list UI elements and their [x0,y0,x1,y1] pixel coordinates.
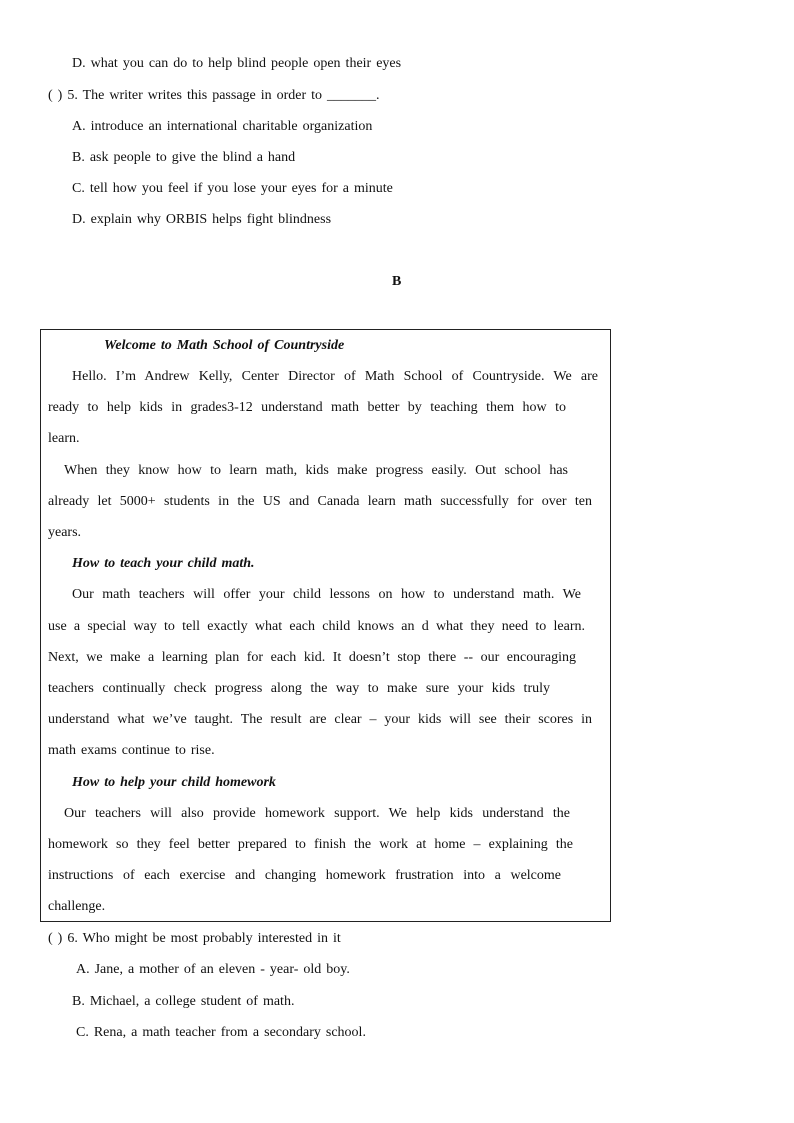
q5-option-a: A. introduce an international charitable organization [72,119,373,134]
passage-title: Welcome to Math School of Countryside [104,338,345,353]
passage-p2-line3: years. [48,525,82,540]
q5-stem: ( ) 5. The writer writes this passage in order to _______. [48,88,380,103]
q4-option-d: D. what you can do to help blind people open their eyes [72,56,402,71]
passage-subhead-homework: How to help your child homework [72,775,276,790]
q5-option-d: D. explain why ORBIS helps fight blindness [72,212,332,227]
passage-p2-line1: When they know how to learn math, kids make progress easily. Out school has [64,463,568,478]
passage-p3-line1: Our math teachers will offer your child lessons on how to understand math. We [72,587,581,602]
passage-p4-line2: homework so they feel better prepared to finish the work at home – explaining the [48,837,573,852]
passage-p1-line1: Hello. I’m Andrew Kelly, Center Director of Math School of Countryside. We are [72,369,598,384]
q5-option-b: B. ask people to give the blind a hand [72,150,296,165]
q6-stem: ( ) 6. Who might be most probably interested in it [48,931,341,946]
passage-p3-line2: use a special way to tell exactly what each child knows an d what they need to learn. [48,619,585,634]
passage-p1-line2: ready to help kids in grades3-12 understand math better by teaching them how to [48,400,566,415]
passage-p1-line3: learn. [48,431,80,446]
passage-p4-line1: Our teachers will also provide homework support. We help kids understand the [64,806,570,821]
passage-p4-line4: challenge. [48,899,106,914]
passage-p4-line3: instructions of each exercise and changing homework frustration into a welcome [48,868,561,883]
passage-p3-line6: math exams continue to rise. [48,743,215,758]
passage-p2-line2: already let 5000+ students in the US and Canada learn math successfully for over ten [48,494,592,509]
passage-p3-line5: understand what we’ve taught. The result are clear – your kids will see their scores in [48,712,592,727]
section-label: B [392,274,402,289]
passage-p3-line4: teachers continually check progress along the way to make sure your kids truly [48,681,550,696]
q6-option-b: B. Michael, a college student of math. [72,994,295,1009]
q6-option-a: A. Jane, a mother of an eleven - year- old boy. [76,962,350,977]
passage-subhead-teach: How to teach your child math. [72,556,255,571]
q6-option-c: C. Rena, a math teacher from a secondary school. [76,1025,366,1040]
passage-p3-line3: Next, we make a learning plan for each kid. It doesn’t stop there -- our encouraging [48,650,576,665]
q5-option-c: C. tell how you feel if you lose your eyes for a minute [72,181,393,196]
